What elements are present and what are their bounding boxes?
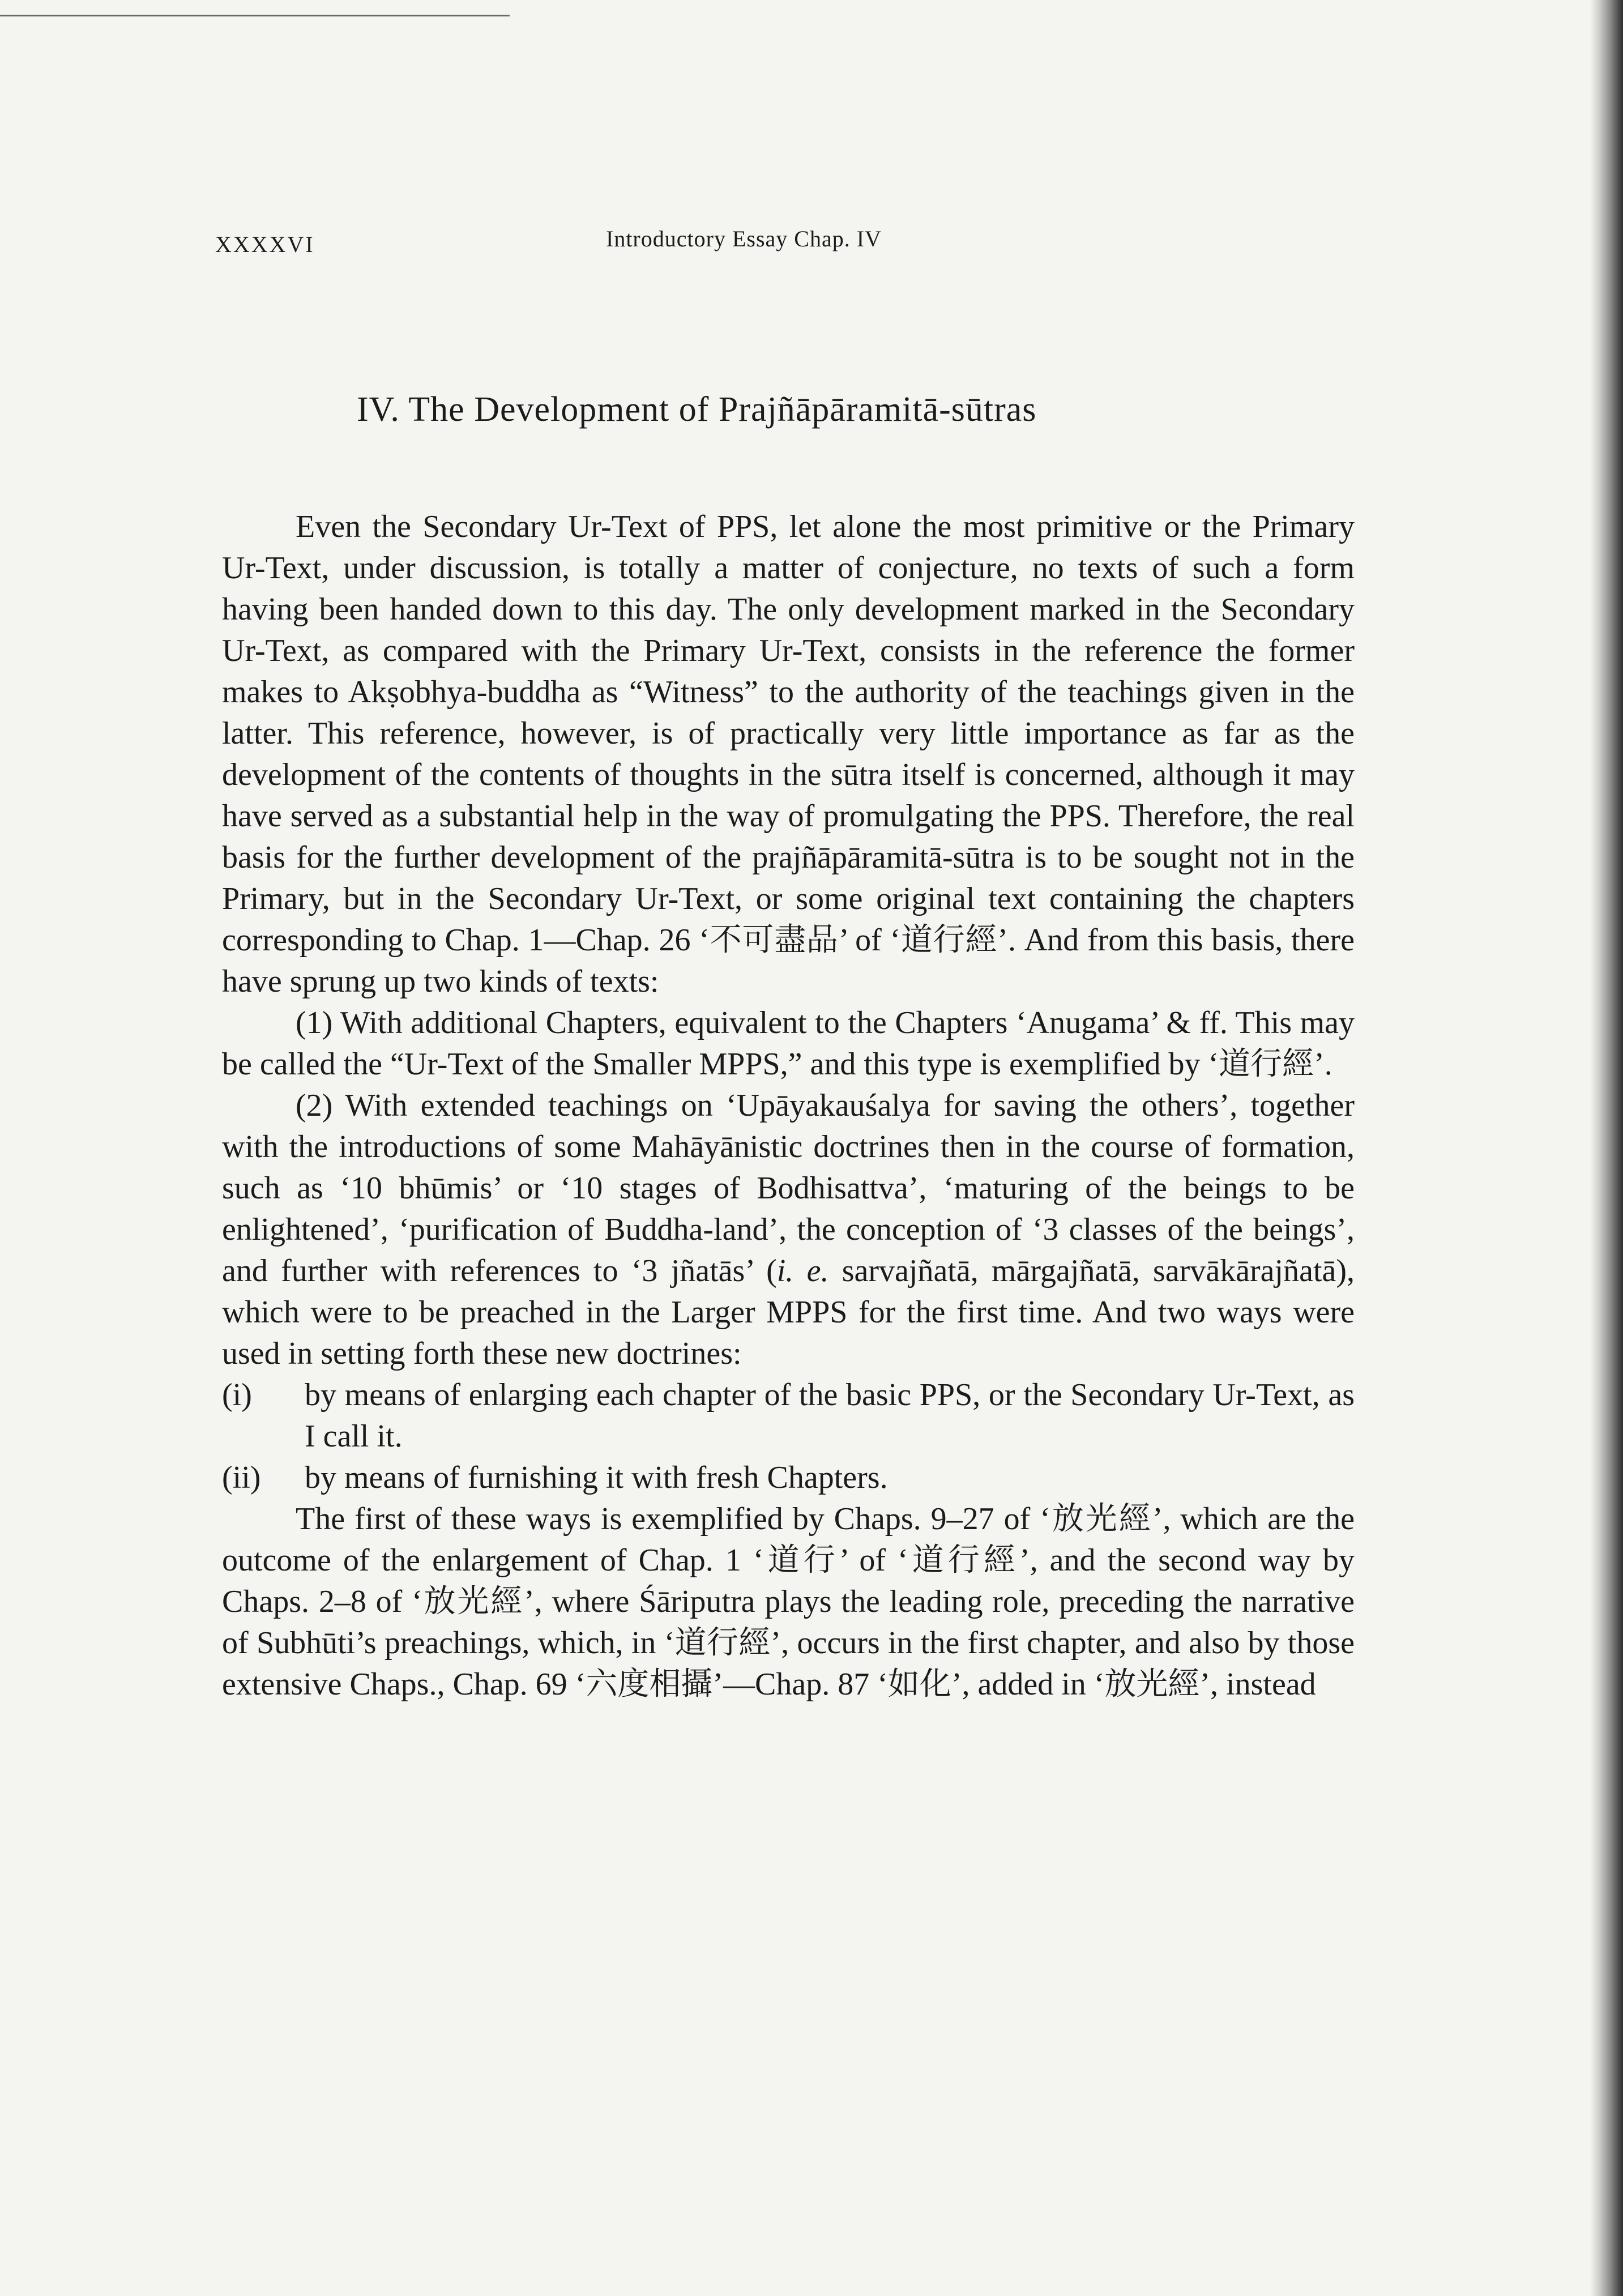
binding-edge-shadow [1590, 0, 1623, 2296]
sub-item-ii-marker: (ii) [222, 1460, 261, 1495]
body-text [222, 506, 1355, 1705]
sub-item-ii-text: by means of furnishing it with fresh Chapters. [305, 1460, 888, 1495]
running-head: Introductory Essay Chap. IV [606, 226, 882, 251]
paragraph-3-part-1: (2) With extended teachings on ‘Upāyakauśalya for saving the others’, together with the introductions of some Mahāyānistic doctrines then in the course of formation, such as ‘10 bhūmis’ or ‘10 stages of Bodhisattva’, ‘maturing of the beings to be enlightened’, ‘purification of Buddha-land’, the conception of ‘3 classes of the beings’, and further with references to ‘3 jñatās’ ( [222, 1088, 1355, 1288]
paragraph-2: (1) With additional Chapters, equivalent to the Chapters ‘Anugama’ & ff. This may be called the “Ur-Text of the Smaller MPPS,” and this type is exemplified by ‘道行經’. [222, 1005, 1355, 1082]
sub-item-ii [222, 1457, 1355, 1499]
paragraph-3-italic: i. e. [776, 1253, 829, 1288]
chapter-title: IV. The Development of Prajñāpāramitā-sūtras [357, 390, 1037, 429]
page-header [0, 225, 1623, 265]
sub-item-i-marker: (i) [222, 1377, 252, 1412]
paragraph-1: Even the Secondary Ur-Text of PPS, let alone the most primitive or the Primary Ur-Text, under discussion, is totally a matter of conjecture, no texts of such a form having been handed down to this day. The only development marked in the Secondary Ur-Text, as compared with the Primary Ur-Text, consists in the reference the former makes to Akṣobhya-buddha as “Witness” to the authority of the teachings given in the latter. This reference, however, is of practically very little importance as far as the development of the contents of thoughts in the sūtra itself is concerned, although it may have served as a substantial help in the way of promulgating the PPS. Therefore, the real basis for the further development of the prajñāpāramitā-sūtra is to be sought not in the Primary, but in the Secondary Ur-Text, or some original text containing the chapters corresponding to Chap. 1—Chap. 26 ‘不可盡品’ of ‘道行經’. And from this basis, there have sprung up two kinds of texts: [222, 509, 1355, 999]
paragraph-4: The first of these ways is exemplified by Chaps. 9–27 of ‘放光經’, which are the outcome of the enlargement of Chap. 1 ‘道行’ of ‘道行經’, and the second way by Chaps. 2–8 of ‘放光經’, where Śāriputra plays the leading role, preceding the narrative of Subhūti’s preachings, which, in ‘道行經’, occurs in the first chapter, and also by those extensive Chaps., Chap. 69 ‘六度相攝’—Chap. 87 ‘如化’, added in ‘放光經’, instead [222, 1501, 1355, 1702]
paragraph-3 [222, 1085, 1355, 1375]
top-rule [0, 15, 510, 16]
sub-item-i-text: by means of enlarging each chapter of the basic PPS, or the Secondary Ur-Text, as I call it. [305, 1377, 1355, 1454]
folio-number: XXXXVI [215, 232, 315, 257]
sub-item-i [222, 1375, 1355, 1457]
paragraph-3-part-2: sarvajñatā, mārgajñatā, sarvākārajñatā), which were to be preached in the Larger MPPS for the first time. And two ways were used in setting forth these new doctrines: [222, 1253, 1355, 1371]
